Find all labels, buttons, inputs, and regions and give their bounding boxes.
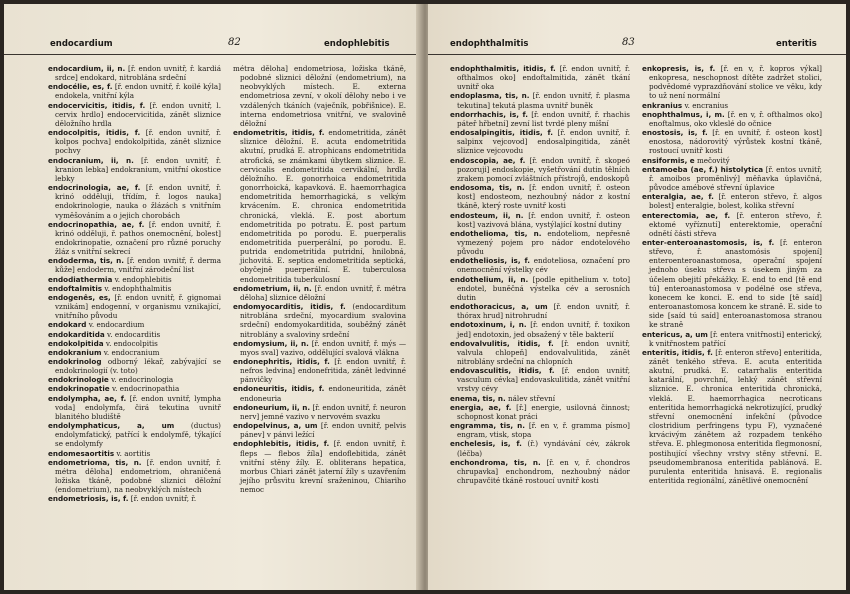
entry-definition: [ř. endon uvnitř, ř. koilé kýla] endokela, vnitřní kýla (55, 82, 221, 101)
entry-definition: (ř.) vyndávání cév, zákrok (léčba) (457, 439, 630, 458)
right-page-number: 83 (622, 37, 635, 48)
dictionary-entry (642, 64, 822, 101)
dictionary-entry (450, 302, 630, 320)
entry-definition: [ř. endon uvnitř, ř. métra děloha] endometriom, ohraničená ložiska tkáně, podobné sliznici děložní (endometrium), na neobvyklých místech (55, 457, 221, 495)
entry-headword: endothelioma, tis, n. (450, 228, 542, 238)
entry-headword: endotoxinum, i, n. (450, 320, 527, 330)
entry-definition: [ř. endon uvnitř, l. cervix hrdlo] endocervicitida, zánět sliznice děložního hrdla (55, 100, 221, 128)
entry-headword: enostosis, is, f. (642, 128, 708, 138)
dictionary-entry (450, 339, 630, 366)
entry-definition: [podle epithelium v. toto] endotel, buněčná výstelka cév a serosních dutin (457, 274, 630, 302)
entry-definition: v. aortitis (114, 448, 151, 458)
dictionary-entry (233, 339, 406, 357)
entry-headword: endolympha, ae, f. (48, 393, 127, 403)
entry-definition: [ř. endon uvnitř, ř. thórax hrud] nitrohrudní (457, 302, 630, 321)
entry-definition: [ř. endon uvnitř, ř. plasma tekutina] tekutá plasma uvnitř buněk (457, 91, 630, 110)
entry-definition: v. endophthalmitis (102, 283, 172, 293)
entry-headword: endokard (48, 320, 87, 330)
entry-headword: engramma, tis, n. (450, 421, 526, 431)
entry-definition: [ř.] energie, usilovná činnost; schopnost konat práci (457, 402, 630, 421)
dictionary-entry (450, 128, 630, 155)
dictionary-entry (48, 348, 221, 357)
entry-definition: [ř. entos uvnitř, ř. amoibos proměnlivý] měňavka úplavičná, původce amébové střevní úplavice (649, 164, 822, 193)
dictionary-entry (450, 320, 630, 338)
entry-headword: endomyocarditis, itidis, f. (233, 302, 346, 312)
right-column-1 (450, 64, 630, 584)
dictionary-entry (233, 302, 406, 339)
dictionary-entry (450, 64, 630, 91)
entry-definition: v. endocrinopathia (109, 384, 180, 394)
dictionary-entry (450, 439, 630, 457)
entry-headword: endometrium, ii, n. (233, 283, 312, 293)
entry-headword: enchondroma, tis, n. (450, 457, 541, 467)
entry-definition: v. encranius (682, 100, 729, 110)
left-head-last-term: endophlebitis (324, 39, 390, 49)
entry-headword: enophthalmus, i, m. (642, 109, 725, 119)
entry-definition: [ř. endon uvnitř, ř. osteon kost] vazivová blána, vystýlající kostní dutiny (457, 210, 630, 229)
entry-definition: [ř. endon uvnitř, pelvis pánev] v pánvi ležící (240, 421, 406, 440)
dictionary-entry (48, 82, 221, 100)
entry-definition: v. endocolpitis (103, 338, 158, 348)
entry-headword: enteralgia, ae, f. (642, 192, 714, 202)
entry-headword: endocrinopathia, ae, f. (48, 219, 145, 229)
entry-definition: odborný lékař, zabývající se endokrinologií (v. toto) (55, 357, 221, 376)
dictionary-entry (450, 183, 630, 210)
entry-headword: enterectomia, ae, f. (642, 210, 731, 220)
dictionary-entry (642, 156, 822, 165)
entry-definition: endoneuritida, zánět endoneuria (240, 384, 406, 403)
entry-definition: métra děloha] endometriosa, ložiska tkáně, podobné sliznici děložní (endometrium), na neobvyklých místech. E. externa endometriosa zevní, v okolí dělohy nebo i ve vzdálených tkáních (vaječník, pobřišnice). E. interna endometriosa vnitřní, ve svalovině děložní (233, 64, 406, 128)
entry-headword: endotheliosis, is, f. (450, 256, 530, 266)
entry-headword: enchelesis, is, f. (450, 439, 522, 449)
entry-headword: endoplasma, tis, n. (450, 91, 530, 101)
entry-definition: [ř. endon uvnitř, ř. krinó odděluji, třídím, ř. logos nauka] endokrinologie, nauka o žlázách s vnitřním vyměšováním a o jejich chorobách (55, 183, 221, 220)
entry-definition: mečovitý (694, 155, 730, 165)
entry-definition: [ř. enteron střevo, ř. anastomósis spojení] enteroenteroanastomosa, operační spojení jednoho úseku střeva s úsekem jiným za účelem obejití překážky. E. end to end [tě end tú] enteroanastomosa v podélné ose střeva, konecem ke konci. E. end to side [tě saíd] enteroanastomosa koncem ke straně. E. side to side [saíd tú saíd] enteroanastomosa stranou ke straně (649, 237, 822, 330)
entry-headword: endosalpingitis, itidis, f. (450, 128, 554, 138)
dictionary-entry (450, 256, 630, 274)
dictionary-entry (450, 91, 630, 109)
entry-headword: endonephritis, itidis, f. (233, 357, 330, 366)
dictionary-entry (450, 458, 630, 485)
entry-definition: v. endocarditis (104, 329, 161, 339)
dictionary-entry (450, 403, 630, 421)
dictionary-entry (450, 421, 630, 439)
entry-headword: enkranius (642, 100, 683, 110)
entry-definition: v. endocranium (101, 347, 160, 357)
right-column-2 (642, 64, 822, 584)
entry-definition: endometritida, zánět sliznice děložní. E. acuta endometritida akutní, prudká E. atrophicans endometritida atrofická, se známkami úbytkem sliznice. E. cervicalis endometritida cervikální, hrdla děložního. E. gonorrhoica endometritida gonorrhoická, kapavková. E. haemorrhagica endometritida hemorrhagická, s velkým krvácením. E. chronica endometritida chronická, vleklá. E. post abortum endometritida po potratu. E. post partum endometritida po porodu. E. puerperalis endometritida puerperální, po porodu. E. putrida endometritida putridní, hnilobná, jichovitá. E. septica endometritida septická, obyčejně puerperální. E. tuberculosa endometritida tuberkulosní (240, 128, 406, 284)
entry-definition: [ř. en v, ř. gramma písmo] engram, vtisk, stopa (457, 421, 630, 440)
entry-headword: enter-enteroanastomosis, is, f. (642, 237, 775, 247)
entry-headword: enkopresis, is, f. (642, 64, 716, 73)
dictionary-entry (642, 128, 822, 155)
dictionary-entry (48, 284, 221, 293)
right-running-head (428, 36, 846, 55)
entry-headword: endocardium, ii, n. (48, 64, 126, 73)
dictionary-entry (233, 403, 406, 421)
dictionary-entry (642, 192, 822, 210)
entry-headword: endometritis, itidis, f. (233, 128, 325, 138)
dictionary-entry (48, 101, 221, 128)
entry-headword: endoneurium, ii, n. (233, 402, 311, 412)
dictionary-entry (642, 330, 822, 348)
dictionary-entry (48, 293, 221, 320)
entry-headword: enema, tis, n. (450, 393, 506, 403)
dictionary-entry (48, 330, 221, 339)
entry-definition: [ř. endon uvnitř, ř. kardiá srdce] endokard, nitroblána srdeční (55, 64, 221, 83)
entry-headword: endoscopia, ae, f. (450, 155, 526, 165)
entry-definition: [ř. endon uvnitř, ř. salpinx vejcovod] endosalpingitida, zánět sliznice vejcovodu (457, 128, 630, 156)
entry-definition: [ř. endon uvnitř, ř. (128, 494, 197, 504)
entry-definition: [ř. endon uvnitř, ř. derma kůže] endoderm, vnitřní zárodeční list (55, 256, 221, 275)
dictionary-entry (233, 64, 406, 128)
left-page-number: 82 (228, 37, 241, 48)
dictionary-entry (48, 458, 221, 495)
left-columns (48, 64, 406, 584)
entry-headword: endopelvinus, a, um (233, 421, 318, 431)
right-page (428, 4, 846, 590)
entry-definition: nálev střevní (505, 393, 556, 403)
entry-headword: endocélie, es, f. (48, 82, 113, 92)
entry-headword: endoneuritis, itidis, f. (233, 384, 325, 394)
entry-headword: endokrinologie (48, 375, 109, 385)
entry-headword: entericus, a, um (642, 329, 708, 339)
entry-headword: endomysium, ii, n. (233, 338, 309, 348)
dictionary-entry (48, 384, 221, 393)
entry-definition: (endocarditum nitroblána srdeční, myocardium svalovina srdeční) endomyokarditida, souběžný zánět nitroblány a svaloviny srdeční (240, 302, 406, 339)
entry-definition: [ř. en v, ř. ofthalmos oko] enoftalmus, oko vkleslé do očnice (649, 109, 822, 128)
entry-definition: (ductus) endolymfatický, patřící k endolymfě, týkající se endolymfy (55, 421, 221, 449)
dictionary-entry (48, 256, 221, 274)
entry-definition: [ř. endon uvnitř, ř. krinó odděluji, ř. pathos onemocnění, bolest] endokrinopatie, označení pro různé poruchy žláz s vnitřní sekrecí (55, 219, 221, 257)
entry-headword: endocolpitis, itidis, f. (48, 128, 141, 138)
entry-definition: [ř. en v, ř. kopros výkal] enkopresa, neschopnost dítěte zadržet stolici, podvědomé vyprazdňování stolice ve věku, kdy to už není normální (649, 64, 822, 101)
right-head-first-term: endophthalmitis (450, 39, 529, 49)
entry-headword: endokranium (48, 347, 102, 357)
dictionary-entry (48, 394, 221, 421)
left-head-first-term: endocardium (50, 39, 113, 49)
dictionary-entry (642, 101, 822, 110)
dictionary-entry (233, 384, 406, 402)
entry-definition: [ř. en uvnitř, ř. osteon kost] enostosa, nádorovitý výrůstek kostní tkáně, rostoucí uvnitř kosti (649, 128, 822, 156)
entry-definition: [ř. endon uvnitř, ř. toxikon jed] endotoxin, jed obsažený v těle bakterií (457, 320, 630, 339)
entry-headword: endokarditida (48, 329, 105, 339)
dictionary-entry (450, 366, 630, 393)
dictionary-entry (233, 128, 406, 284)
book-spread (4, 4, 846, 590)
entry-headword: endosoma, tis, n. (450, 183, 525, 193)
dictionary-entry (48, 220, 221, 257)
dictionary-entry (642, 211, 822, 238)
entry-definition: [ř. endon uvnitř, ř. nefros ledvina] endonefritida, zánět ledvinné pánvičky (240, 357, 406, 385)
entry-headword: endothelium, ii, n. (450, 274, 529, 284)
entry-headword: endocranium, ii, n. (48, 155, 134, 165)
right-head-last-term: enteritis (776, 39, 817, 49)
entry-headword: endovalvulitis, itidis, f. (450, 338, 554, 348)
dictionary-entry (48, 320, 221, 329)
entry-definition: v. endocrinologia (108, 375, 174, 385)
dictionary-entry (48, 339, 221, 348)
entry-headword: energia, ae, f. (450, 402, 512, 412)
entry-headword: endoderma, tis, n. (48, 256, 124, 266)
dictionary-entry (450, 394, 630, 403)
entry-definition: [ř. endon uvnitř, ř. métra děloha] sliznice děložní (240, 283, 406, 302)
entry-definition: [ř. endon uvnitř, ř. skopeó pozoruji] endoskopie, vyšetřování dutin tělních zrakem pomocí zvláštních přístrojů, endoskopů (457, 155, 630, 183)
entry-headword: endometrioma, tis, n. (48, 457, 142, 467)
dictionary-entry (642, 165, 822, 192)
dictionary-entry (233, 439, 406, 494)
dictionary-entry (450, 156, 630, 183)
entry-definition: [ř. en v, ř. chondros chrupavka] enchondrom, nezhoubný nádor chrupavčité tkáně rostoucí uvnitř kosti (457, 457, 630, 486)
entry-definition: v. endophlebitis (112, 274, 172, 284)
entry-headword: endothoracicus, a, um (450, 302, 548, 312)
entry-definition: [ř. endon uvnitř, ř. gignomai vznikám] endogenní, v organismu vznikající, vnitřního původu (55, 292, 221, 321)
entry-headword: endophlebitis, itidis, f. (233, 439, 330, 449)
entry-headword: endophthalmitis, itidis, f. (450, 64, 556, 73)
entry-definition: endoteliosa, označení pro onemocnění výstelky cév (457, 256, 630, 275)
dictionary-entry (233, 357, 406, 384)
entry-definition: [ř. endon uvnitř, ř. ofthalmos oko] endoftalmitida, zánět tkání uvnitř oka (457, 64, 630, 92)
entry-headword: endocervicitis, itidis, f. (48, 100, 146, 110)
entry-definition: [ř. endon uvnitř, vasculum cévka] endovaskulitida, zánět vnitřní vrstvy cévy (457, 366, 630, 394)
left-page (4, 4, 422, 590)
entry-headword: endosteum, ii, n. (450, 210, 524, 220)
dictionary-entry (450, 275, 630, 302)
dictionary-entry (48, 494, 221, 503)
right-columns (450, 64, 822, 584)
dictionary-entry (642, 238, 822, 330)
entry-headword: endokrinopatie (48, 384, 110, 394)
left-running-head (4, 36, 422, 55)
dictionary-entry (233, 421, 406, 439)
entry-definition: [ř. endon uvnitř, ř. rhachis páteř hřbetní] zevní list tvrdé pleny míšní (457, 109, 630, 128)
dictionary-entry (642, 110, 822, 128)
entry-definition: [ř. entera vnitřnosti] enterický, k vnitřnostem patřící (649, 329, 822, 348)
dictionary-entry (48, 449, 221, 458)
left-column-2 (233, 64, 406, 584)
dictionary-entry (48, 421, 221, 448)
entry-definition: [ř. endon uvnitř, ř. fleps — flebos žíla] endoflebitida, zánět vnitřní stěny žíly. E. obliterans hepatica, morbus Chiari zánět jaterní žíly s uzavřením jejího průsvitu krevní sraženinou, Chiariho nemoc (240, 439, 406, 495)
dictionary-entry (48, 375, 221, 384)
dictionary-entry (48, 64, 221, 82)
entry-headword: ensiformis, e (642, 155, 695, 165)
entry-definition: [ř. endon uvnitř, ř. osteon kost] endosteom, nezhoubný nádor z kostní tkáně, který roste uvnitř kosti (457, 183, 630, 211)
entry-headword: endogenês, es, (48, 292, 111, 302)
dictionary-entry (48, 275, 221, 284)
entry-headword: endorrhachis, is, f. (450, 109, 528, 119)
dictionary-entry (48, 357, 221, 375)
dictionary-entry (48, 183, 221, 220)
entry-definition: v. endocardium (86, 320, 145, 330)
entry-definition: [ř. endon uvnitř, lympha voda] endolymfa, čirá tekutina uvnitř blanitého bludiště (55, 393, 221, 421)
dictionary-entry (48, 128, 221, 155)
dictionary-entry (642, 348, 822, 485)
entry-headword: endokrinolog (48, 357, 102, 366)
entry-headword: endovasculitis, itidis, f. (450, 366, 555, 376)
entry-headword: endodiathermia (48, 274, 113, 284)
entry-headword: endokolpitida (48, 338, 104, 348)
dictionary-entry (48, 156, 221, 183)
entry-definition: [ř. endon uvnitř, ř. kranion lebka] endokranium, vnitřní okostice lebky (55, 155, 221, 183)
entry-headword: endocrinologia, ae, f. (48, 183, 141, 193)
entry-definition: [ř. enteron střevo, ř. algos bolest] enteralgie, bolest, kolika střevní (649, 192, 822, 211)
dictionary-entry (450, 110, 630, 128)
entry-definition: [ř. endon uvnitř, ř. kolpos pochva] endokolpitida, zánět sliznice pochvy (55, 128, 221, 156)
entry-headword: enteritis, itidis, f. (642, 347, 713, 357)
dictionary-entry (233, 284, 406, 302)
entry-definition: [ř. endon uvnitř, ř. neuron nerv] jemné vazivo v nervovém svazku (240, 402, 406, 421)
entry-headword: endometriosis, is, f. (48, 494, 129, 504)
entry-headword: endomesaortitis (48, 448, 115, 458)
entry-definition: [ř. endon uvnitř, ř. mýs — myos sval] vazivo, oddělující svalová vlákna (240, 338, 406, 357)
dictionary-entry (450, 211, 630, 229)
entry-definition: [ř. endon uvnitř, valvula chlopeň] endovalvulitida, zánět nitroblány srdeční na chlopních (457, 338, 630, 366)
entry-definition: [ř. enteron střevo, ř. ektomé vyříznutí] enterektomie, operační odnětí části střeva (649, 210, 822, 238)
entry-definition: endoteliom, nepřesně vymezený pojem pro nádor endotelového původu (457, 228, 630, 257)
left-column-1 (48, 64, 221, 584)
entry-headword: entamoeba (ae, f.) histolytica (642, 164, 764, 174)
entry-headword: endolymphaticus, a, um (48, 421, 175, 431)
dictionary-entry (450, 229, 630, 256)
entry-definition: [ř. enteron střevo] enteritida, zánět tenkého střeva. E. acuta enteritida akutní, prudká. E. catarrhalis enteritida katarální, povrchní, lehký zánět střevní sliznice. E. chronica enteritida chronická, vleklá. E. haemorrhagica necroticans enteritida hemorrhagická nekrotizující, prudký střevní onemocnění infekční (původce clostridium perfringens typu F), vyznačené krvácivým zánětem až rozpadem tenkého střeva. E. phlegmonosa enteritida flegmonosní, postihující všechny vrstvy stěny střevní. E. pseudomembranosa enteritida pablánová. E. purulenta enteritida hnisavá. E. regionalis enteritida regionální, zánětlivé onemocnění (649, 347, 822, 486)
entry-headword: endoftalmitis (48, 283, 103, 293)
